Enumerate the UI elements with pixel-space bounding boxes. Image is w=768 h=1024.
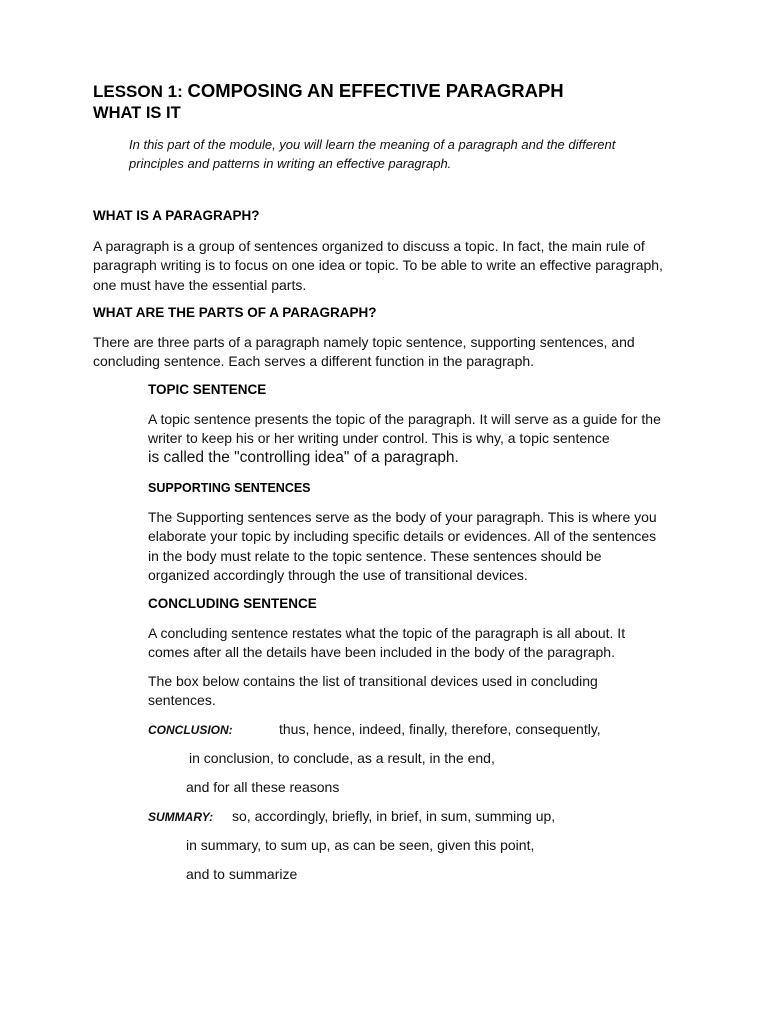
summary-line-3: and to summarize bbox=[186, 866, 298, 882]
transitional-devices-intro: The box below contains the list of transitional devices used in concluding sentences. bbox=[148, 673, 598, 709]
parts-heading: WHAT ARE THE PARTS OF A PARAGRAPH? bbox=[93, 305, 377, 320]
topic-sentence-body-last: is called the "controlling idea" of a paragraph. bbox=[148, 449, 459, 466]
what-is-paragraph-body: A paragraph is a group of sentences organized to discuss a topic. In fact, the main rule of paragraph writing is to focus on one idea or topic. To be able to write an effective paragraph, one must have the essential parts. bbox=[93, 238, 663, 293]
what-is-it-heading: WHAT IS IT bbox=[93, 104, 181, 122]
conclusion-line-3: and for all these reasons bbox=[186, 779, 340, 795]
lesson-title-main: COMPOSING AN EFFECTIVE PARAGRAPH bbox=[187, 80, 564, 101]
parts-body: There are three parts of a paragraph namely topic sentence, supporting sentences, and concluding sentence. Each serves a different function in the paragraph. bbox=[93, 334, 635, 370]
summary-label: SUMMARY: bbox=[148, 810, 214, 824]
topic-sentence-heading: TOPIC SENTENCE bbox=[148, 382, 267, 397]
supporting-sentences-body: The Supporting sentences serve as the body of your paragraph. This is where you elaborate your topic by including specific details or evidences. All of the sentences in the body must relate to the topic sentence. These sentences should be organized accordingly through the use of transitional devices. bbox=[148, 509, 657, 583]
concluding-sentence-heading: CONCLUDING SENTENCE bbox=[148, 596, 317, 611]
intro-text: In this part of the module, you will learn the meaning of a paragraph and the different principles and patterns in writing an effective paragraph. bbox=[129, 137, 616, 171]
summary-line-2: in summary, to sum up, as can be seen, given this point, bbox=[186, 837, 535, 853]
lesson-title-prefix: LESSON 1: bbox=[93, 82, 188, 101]
concluding-sentence-body: A concluding sentence restates what the topic of the paragraph is all about. It comes after all the details have been included in the body of the paragraph. bbox=[148, 625, 626, 661]
conclusion-label: CONCLUSION: bbox=[148, 723, 233, 737]
conclusion-line-1: thus, hence, indeed, finally, therefore, consequently, bbox=[279, 721, 601, 737]
supporting-sentences-heading: SUPPORTING SENTENCES bbox=[148, 481, 311, 495]
topic-sentence-body: A topic sentence presents the topic of the paragraph. It will serve as a guide for the writer to keep his or her writing under control. This is why, a topic sentence bbox=[148, 411, 661, 447]
what-is-paragraph-heading: WHAT IS A PARAGRAPH? bbox=[93, 208, 260, 223]
lesson-title bbox=[93, 68, 564, 105]
summary-line-1: so, accordingly, briefly, in brief, in sum, summing up, bbox=[232, 808, 556, 824]
conclusion-line-2: in conclusion, to conclude, as a result, in the end, bbox=[189, 750, 495, 766]
